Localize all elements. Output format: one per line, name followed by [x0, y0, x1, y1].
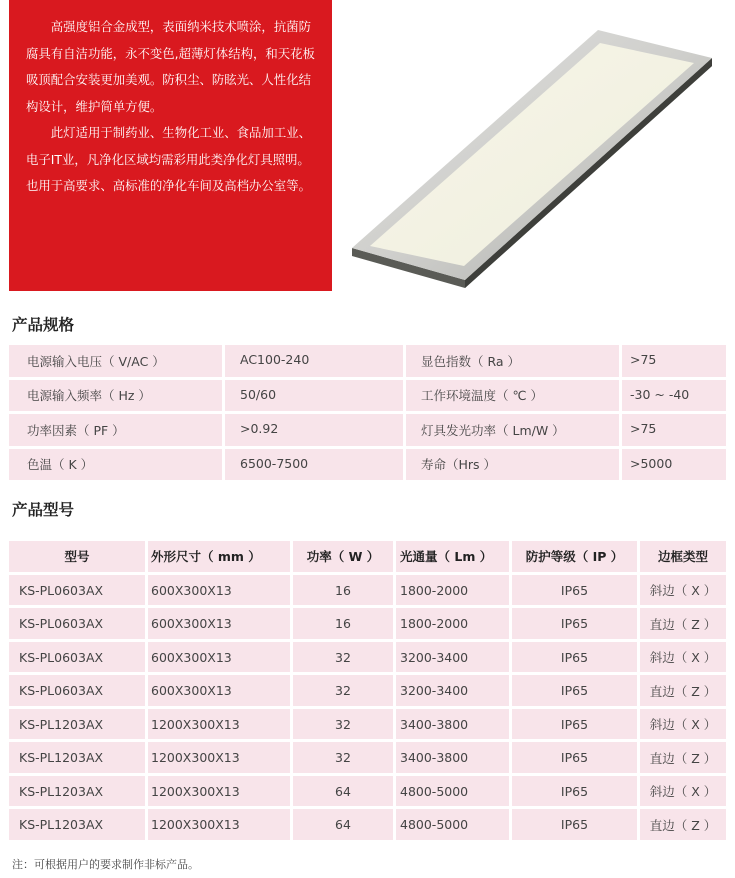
table-cell: 1200X300X13	[148, 709, 290, 740]
table-cell: 600X300X13	[148, 608, 290, 639]
table-cell: 16	[293, 575, 393, 606]
spec-row	[9, 380, 726, 415]
table-cell: 600X300X13	[148, 575, 290, 606]
spec-label: 灯具发光功率（ Lm/W ）	[406, 414, 619, 446]
table-cell: IP65	[512, 575, 637, 606]
table-cell: 3200-3400	[396, 642, 509, 673]
spec-label: 显色指数（ Ra ）	[406, 345, 619, 377]
column-header: 功率（ W ）	[293, 541, 393, 572]
table-cell: KS-PL0603AX	[9, 642, 145, 673]
spec-label: 电源输入电压（ V/AC ）	[9, 345, 222, 377]
footnote: 注：可根据用户的要求制作非标产品。	[12, 858, 199, 871]
table-cell: 3400-3800	[396, 709, 509, 740]
spec-label: 工作环境温度（ ℃ ）	[406, 380, 619, 412]
table-cell: 64	[293, 776, 393, 807]
table-cell: 3200-3400	[396, 675, 509, 706]
table-cell: 1200X300X13	[148, 776, 290, 807]
table-cell: 直边（ Z ）	[640, 675, 726, 706]
intro-paragraph-2: 此灯适用于制药业、生物化工业、食品加工业、电子IT业，凡净化区域均需彩用此类净化灯具照明。也用于高要求、高标准的净化车间及高档办公室等。	[26, 125, 311, 193]
spec-label: 色温（ K ）	[9, 449, 222, 481]
table-cell: 直边（ Z ）	[640, 742, 726, 773]
table-row	[9, 642, 726, 676]
table-cell: 32	[293, 742, 393, 773]
table-row	[9, 776, 726, 810]
table-cell: KS-PL1203AX	[9, 809, 145, 840]
table-cell: 1200X300X13	[148, 742, 290, 773]
intro-panel	[9, 0, 332, 291]
table-row	[9, 575, 726, 609]
table-cell: 600X300X13	[148, 675, 290, 706]
table-cell: 斜边（ X ）	[640, 776, 726, 807]
table-cell: 64	[293, 809, 393, 840]
table-row	[9, 675, 726, 709]
table-cell: KS-PL0603AX	[9, 675, 145, 706]
column-header: 外形尺寸（ mm ）	[148, 541, 290, 572]
table-cell: KS-PL0603AX	[9, 608, 145, 639]
specs-title: 产品规格	[12, 316, 75, 334]
panel-light-image	[340, 10, 730, 295]
table-row	[9, 742, 726, 776]
spec-value: >75	[622, 345, 726, 377]
table-cell: 32	[293, 709, 393, 740]
table-row	[9, 809, 726, 843]
spec-row	[9, 414, 726, 449]
intro-paragraph-1: 高强度铝合金成型，表面纳米技术喷涂，抗菌防腐具有自洁功能，永不变色,超薄灯体结构，和天花板吸顶配合安装更加美观。防积尘、防眩光、人性化结构设计，维护简单方便。	[26, 19, 315, 114]
column-header: 光通量（ Lm ）	[396, 541, 509, 572]
spec-label: 寿命（Hrs ）	[406, 449, 619, 481]
table-cell: 1800-2000	[396, 575, 509, 606]
table-cell: 4800-5000	[396, 776, 509, 807]
spec-value: >5000	[622, 449, 726, 481]
table-cell: IP65	[512, 608, 637, 639]
table-cell: IP65	[512, 776, 637, 807]
table-cell: KS-PL0603AX	[9, 575, 145, 606]
table-row	[9, 608, 726, 642]
table-cell: IP65	[512, 642, 637, 673]
table-cell: IP65	[512, 742, 637, 773]
table-cell: IP65	[512, 675, 637, 706]
spec-value: >0.92	[225, 414, 403, 446]
models-title: 产品型号	[12, 501, 75, 519]
models-table	[9, 541, 726, 843]
table-cell: 32	[293, 675, 393, 706]
table-cell: 1200X300X13	[148, 809, 290, 840]
column-header: 边框类型	[640, 541, 726, 572]
column-header: 型号	[9, 541, 145, 572]
table-cell: 600X300X13	[148, 642, 290, 673]
specs-table	[9, 345, 726, 483]
spec-value: >75	[622, 414, 726, 446]
spec-label: 电源输入频率（ Hz ）	[9, 380, 222, 412]
table-cell: 3400-3800	[396, 742, 509, 773]
table-cell: IP65	[512, 709, 637, 740]
table-cell: 直边（ Z ）	[640, 809, 726, 840]
spec-value: -30 ~ -40	[622, 380, 726, 412]
table-cell: 斜边（ X ）	[640, 575, 726, 606]
table-cell: KS-PL1203AX	[9, 776, 145, 807]
spec-row	[9, 449, 726, 484]
table-cell: KS-PL1203AX	[9, 709, 145, 740]
column-header: 防护等级（ IP ）	[512, 541, 637, 572]
table-cell: IP65	[512, 809, 637, 840]
spec-label: 功率因素（ PF ）	[9, 414, 222, 446]
table-cell: 32	[293, 642, 393, 673]
table-row	[9, 709, 726, 743]
table-header-row	[9, 541, 726, 575]
table-cell: 1800-2000	[396, 608, 509, 639]
table-cell: 斜边（ X ）	[640, 709, 726, 740]
table-cell: KS-PL1203AX	[9, 742, 145, 773]
spec-row	[9, 345, 726, 380]
table-cell: 直边（ Z ）	[640, 608, 726, 639]
table-cell: 4800-5000	[396, 809, 509, 840]
table-cell: 斜边（ X ）	[640, 642, 726, 673]
spec-value: AC100-240	[225, 345, 403, 377]
spec-value: 50/60	[225, 380, 403, 412]
spec-value: 6500-7500	[225, 449, 403, 481]
table-cell: 16	[293, 608, 393, 639]
